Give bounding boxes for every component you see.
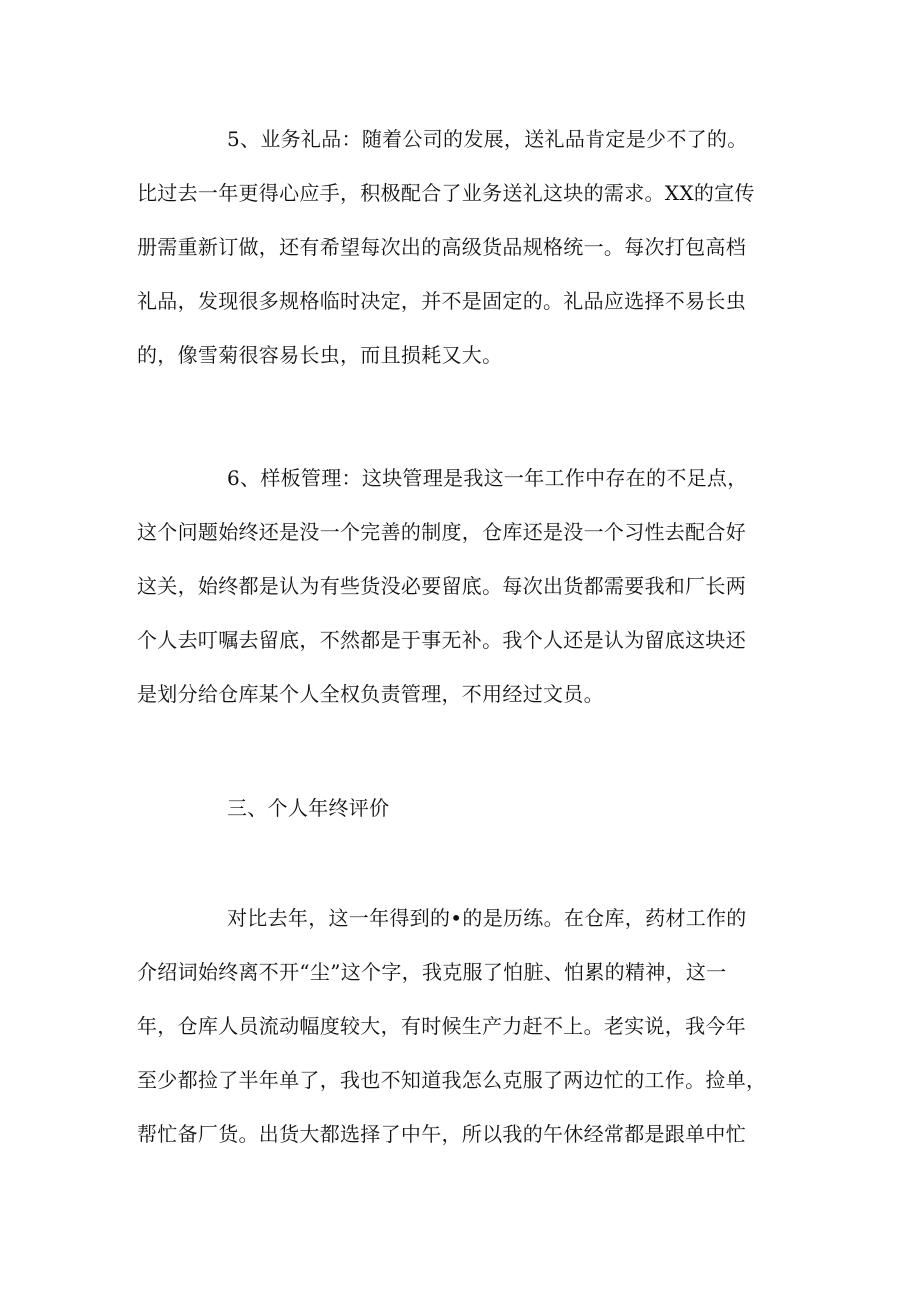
section-heading-personal-evaluation xyxy=(137,781,797,835)
text-line: 年，仓库人员流动幅度较大，有时候生产力赶不上。老实说，我今年 xyxy=(137,1014,746,1038)
text-line: 礼品，发现很多规格临时决定，并不是固定的。礼品应选择不易长虫 xyxy=(137,289,746,313)
paragraph-year-end-evaluation xyxy=(137,891,797,1161)
text-line: 5、业务礼品：随着公司的发展，送礼品肯定是少不了的。 xyxy=(227,127,748,151)
paragraph-sample-management xyxy=(137,451,797,721)
text-line: 的，像雪菊很容易长虫，而且损耗又大。 xyxy=(137,343,503,367)
section-heading: 三、个人年终评价 xyxy=(227,796,390,820)
text-line: 至少都捡了半年单了，我也不知道我怎么克服了两边忙的工作。捡单， xyxy=(137,1068,767,1092)
text-line: 介绍词始终离不开“尘”这个字，我克服了怕脏、怕累的精神，这一 xyxy=(137,960,727,984)
paragraph-business-gifts xyxy=(137,112,797,382)
text-line: 册需重新订做，还有希望每次出的高级货品规格统一。每次打包高档 xyxy=(137,235,746,259)
text-line: 是划分给仓库某个人全权负责管理，不用经过文员。 xyxy=(137,682,604,706)
text-line: 这个问题始终还是没一个完善的制度，仓库还是没一个习性去配合好 xyxy=(137,520,746,544)
text-line: 比过去一年更得心应手，积极配合了业务送礼这块的需求。XX的宣传 xyxy=(137,181,755,205)
text-line: 这关，始终都是认为有些货没必要留底。每次出货都需要我和厂长两 xyxy=(137,574,746,598)
text-line: 6、样板管理：这块管理是我这一年工作中存在的不足点， xyxy=(227,466,748,490)
text-line: 对比去年，这一年得到的•的是历练。在仓库，药材工作的 xyxy=(227,906,747,930)
text-line: 帮忙备厂货。出货大都选择了中午，所以我的午休经常都是跟单中忙 xyxy=(137,1122,746,1146)
text-line: 个人去叮嘱去留底，不然都是于事无补。我个人还是认为留底这块还 xyxy=(137,628,746,652)
